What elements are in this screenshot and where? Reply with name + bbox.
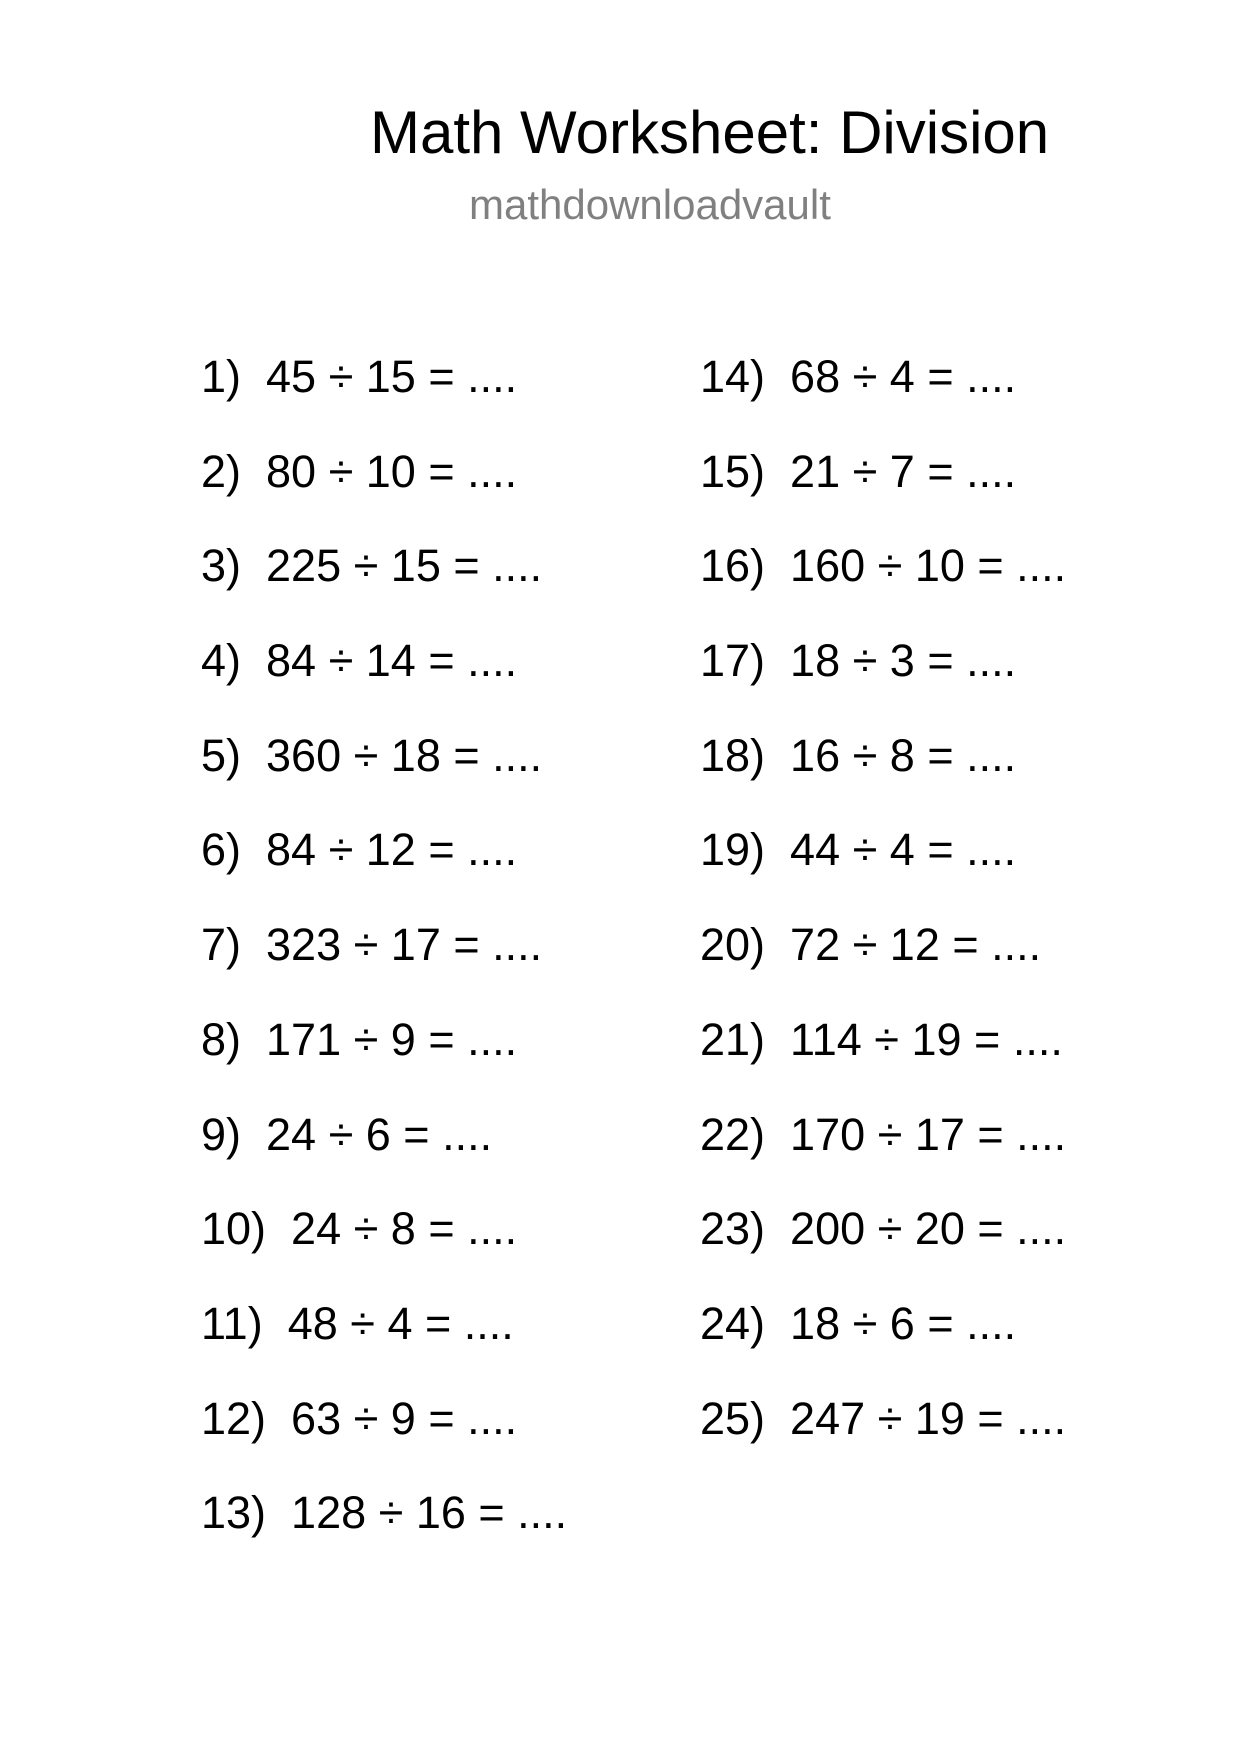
problem-item: 18) 16 ÷ 8 = .... bbox=[700, 729, 1017, 781]
problem-item: 1) 45 ÷ 15 = .... bbox=[201, 351, 518, 402]
worksheet-title: Math Worksheet: Division bbox=[370, 99, 1050, 166]
problem-item: 9) 24 ÷ 6 = .... bbox=[201, 1108, 493, 1160]
problem-item: 14) 68 ÷ 4 = .... bbox=[700, 351, 1017, 402]
problem-item: 23) 200 ÷ 20 = .... bbox=[700, 1203, 1067, 1255]
problem-item: 15) 21 ÷ 7 = .... bbox=[700, 445, 1017, 497]
problem-item: 5) 360 ÷ 18 = .... bbox=[201, 729, 543, 781]
problem-item: 11) 48 ÷ 4 = .... bbox=[201, 1297, 514, 1349]
problem-item: 21) 114 ÷ 19 = .... bbox=[700, 1013, 1063, 1065]
problem-item: 17) 18 ÷ 3 = .... bbox=[700, 635, 1017, 687]
problem-item: 3) 225 ÷ 15 = .... bbox=[201, 540, 543, 592]
problem-item: 13) 128 ÷ 16 = .... bbox=[201, 1487, 568, 1539]
problem-item: 20) 72 ÷ 12 = .... bbox=[700, 919, 1042, 971]
problem-item: 16) 160 ÷ 10 = .... bbox=[700, 540, 1067, 592]
problem-item: 19) 44 ÷ 4 = .... bbox=[700, 824, 1017, 876]
problems-left-column bbox=[201, 352, 567, 1583]
problem-item: 12) 63 ÷ 9 = .... bbox=[201, 1392, 518, 1444]
problem-item: 10) 24 ÷ 8 = .... bbox=[201, 1203, 518, 1255]
problem-item: 8) 171 ÷ 9 = .... bbox=[201, 1013, 518, 1065]
problem-item: 6) 84 ÷ 12 = .... bbox=[201, 824, 518, 876]
problem-item: 7) 323 ÷ 17 = .... bbox=[201, 919, 543, 971]
worksheet-source: mathdownloadvault bbox=[469, 181, 831, 228]
problem-item: 25) 247 ÷ 19 = .... bbox=[700, 1392, 1067, 1444]
problem-item: 2) 80 ÷ 10 = .... bbox=[201, 445, 518, 497]
problem-item: 24) 18 ÷ 6 = .... bbox=[700, 1297, 1017, 1349]
problem-item: 4) 84 ÷ 14 = .... bbox=[201, 635, 518, 687]
problem-item: 22) 170 ÷ 17 = .... bbox=[700, 1108, 1067, 1160]
problems-right-column bbox=[700, 352, 1066, 1488]
